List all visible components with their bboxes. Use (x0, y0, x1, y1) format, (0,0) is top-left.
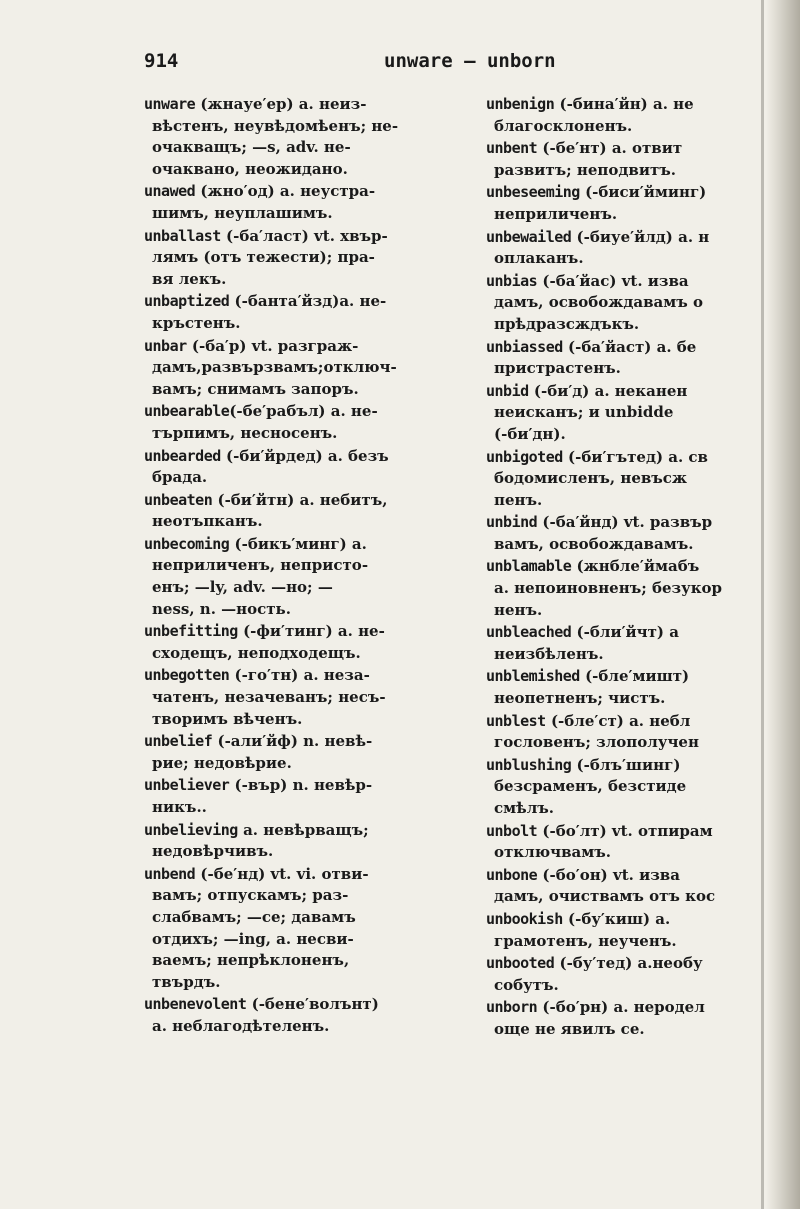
dictionary-entry (144, 994, 466, 1037)
headword: unbeseeming (486, 183, 580, 202)
headword: unbegotten (144, 666, 230, 685)
headword: unbid (486, 381, 529, 400)
entry-line (144, 423, 466, 445)
headword: unblest (486, 711, 546, 730)
entry-line (144, 511, 466, 533)
dictionary-entry (486, 182, 768, 225)
definition-text: очакващъ; —s, adv. не- (152, 138, 351, 157)
entry-line (486, 402, 768, 424)
entry-line (144, 116, 466, 138)
entry-line (144, 1016, 466, 1038)
definition-text: ненъ. (494, 600, 543, 619)
headword: unbenign (486, 95, 555, 113)
entry-line (486, 94, 768, 116)
definition-text: (-бе′нт) a. отвит (537, 139, 683, 158)
entry-line (486, 644, 768, 666)
headword: unbelief (144, 732, 213, 751)
definition-text: търпимъ, несносенъ. (152, 423, 338, 442)
dictionary-entry (486, 622, 768, 665)
definition-text: (-бле′мишт) (579, 667, 690, 686)
dictionary-entry (144, 731, 466, 774)
definition-text: бодомисленъ, невъсж (494, 469, 688, 488)
definition-text: (-бе′рабъл) a. не- (229, 402, 378, 421)
entry-line (486, 271, 768, 293)
headword: unborn (486, 998, 538, 1017)
definition-text: (-бо′рн) a. неродел (537, 998, 705, 1017)
dictionary-entry (486, 512, 768, 555)
definition-text: дамъ, очиствамъ отъ кос (494, 887, 716, 906)
entry-line (486, 468, 768, 490)
definition-text: (-би′гътед) a. св (562, 447, 708, 466)
headword: unbone (486, 865, 538, 884)
entry-line (144, 490, 466, 512)
dictionary-entry (486, 821, 768, 864)
entry-line (144, 972, 466, 994)
definition-text: твърдъ. (152, 972, 221, 991)
definition-text: (-ба′йас) vt. изва (537, 271, 689, 290)
definition-text: (-банта′йзд)a. не- (229, 292, 387, 311)
definition-text: отдихъ; —ing, a. несви- (152, 929, 354, 948)
entry-line (144, 357, 466, 379)
entry-line (486, 953, 768, 975)
definition-text: (-фи′тинг) a. не- (237, 622, 385, 641)
definition-text: вамъ; снимамъ запоръ. (152, 379, 359, 398)
entry-line (486, 776, 768, 798)
headword: unbelieving (144, 820, 238, 839)
headword: unbleached (486, 623, 572, 642)
entry-line (144, 864, 466, 886)
definition-text: пристрастенъ. (494, 359, 621, 378)
dictionary-entry (486, 227, 768, 270)
entry-line (486, 204, 768, 226)
definition-text: смѣлъ. (494, 799, 555, 817)
definition-text: оплаканъ. (494, 249, 584, 268)
definition-text: развитъ; неподвитъ. (494, 160, 676, 179)
definition-text: (-бле′ст) a. небл (545, 711, 691, 730)
entry-line (144, 643, 466, 665)
dictionary-entry (144, 820, 466, 863)
headword: unbeliever (144, 776, 230, 795)
dictionary-entry (486, 666, 768, 709)
definition-text: гословенъ; злополучен (494, 733, 699, 752)
entry-line (144, 159, 466, 181)
definition-text: (-би′йтн) a. небитъ, (212, 490, 388, 509)
headword: unbolt (486, 821, 538, 840)
entry-line (144, 885, 466, 907)
entry-line (144, 797, 466, 819)
definition-text: a. неблагодѣтеленъ. (152, 1016, 330, 1035)
definition-text: рие; недовѣрие. (152, 753, 292, 772)
entry-line (144, 269, 466, 291)
definition-text: (-ба′р) vt. разграж- (186, 336, 359, 355)
headword: unbookish (486, 909, 563, 928)
entry-line (486, 688, 768, 710)
definition-text: (-бу′киш) a. (562, 909, 671, 928)
definition-text: (-ба′ласт) vt. хвър- (220, 226, 388, 245)
definition-text: недовѣрчивъ. (152, 842, 274, 861)
definition-text: благосклоненъ. (494, 116, 633, 135)
definition-text: (-бикъ′минг) a. (229, 534, 367, 553)
headword: unbecoming (144, 534, 230, 553)
dictionary-entry (486, 711, 768, 754)
definition-text: неприличенъ. (494, 204, 618, 223)
entry-line (144, 950, 466, 972)
definition-text: a. непоиновненъ; безукор (494, 579, 723, 598)
entry-line (144, 577, 466, 599)
entry-line (486, 248, 768, 270)
entry-line (486, 909, 768, 931)
definition-text: чатенъ, незачеванъ; несъ- (152, 688, 386, 707)
entry-line (486, 337, 768, 359)
headword: unbend (144, 864, 196, 883)
dictionary-entry (486, 271, 768, 336)
entry-line (486, 600, 768, 622)
entry-line (144, 994, 466, 1016)
entry-line (144, 907, 466, 929)
dictionary-entry (144, 401, 466, 444)
entry-line (486, 975, 768, 997)
definition-text: шимъ, неуплашимъ. (152, 203, 333, 222)
entry-line (144, 775, 466, 797)
definition-text: дамъ, освобождавамъ о (494, 293, 704, 312)
definition-text: (-ба′йаст) a. бе (562, 337, 697, 356)
definition-text: вамъ; отпускамъ; раз- (152, 886, 349, 905)
headword: unbooted (486, 954, 555, 973)
definition-text: никъ.. (152, 798, 207, 816)
entry-line (486, 622, 768, 644)
headword: unbenevolent (144, 995, 247, 1014)
entry-line (486, 666, 768, 688)
dictionary-entry (144, 621, 466, 664)
definition-text: неисканъ; и unbidde (494, 403, 674, 422)
entry-line (144, 467, 466, 489)
entry-line (486, 997, 768, 1019)
definition-text: a. невѣрващъ; (237, 820, 369, 839)
definition-text: още не явилъ се. (494, 1019, 645, 1038)
entry-line (144, 621, 466, 643)
definition-text: (-бо′лт) vt. отпирам (537, 821, 713, 840)
dictionary-entry (486, 909, 768, 952)
definition-text: собутъ. (494, 975, 559, 994)
definition-text: (-го′тн) a. неза- (229, 666, 370, 685)
entry-line (486, 160, 768, 182)
running-head: unware — unborn (384, 50, 556, 72)
definition-text: (-вър) n. невѣр- (229, 776, 373, 795)
definition-text: творимъ вѣченъ. (152, 709, 303, 728)
definition-text: (-биси′йминг) (579, 183, 707, 202)
right-column (486, 94, 768, 1042)
entry-line (144, 753, 466, 775)
page-header (144, 50, 704, 78)
definition-text: отключвамъ. (494, 843, 611, 862)
entry-line (144, 181, 466, 203)
entry-line (144, 731, 466, 753)
entry-line (486, 578, 768, 600)
dictionary-entry (486, 953, 768, 996)
dictionary-entry (144, 226, 466, 291)
entry-line (486, 1019, 768, 1041)
definition-text: неприличенъ, непристо- (152, 556, 369, 575)
headword: unbiassed (486, 337, 563, 356)
entry-line (486, 512, 768, 534)
definition-text: кръстенъ. (152, 313, 241, 332)
definition-text: неопетненъ; чистъ. (494, 689, 666, 708)
definition-text: очаквано, неожидано. (152, 159, 348, 178)
definition-text: сходещъ, неподходещъ. (152, 643, 361, 662)
page-number: 914 (144, 50, 179, 72)
entry-line (486, 865, 768, 887)
definition-text: (-блъ′шинг) (571, 755, 681, 774)
entry-line (144, 446, 466, 468)
definition-text: енъ; —ly, adv. —но; — (152, 578, 333, 597)
entry-line (486, 534, 768, 556)
entry-line (144, 599, 466, 621)
entry-line (486, 292, 768, 314)
entry-line (486, 447, 768, 469)
definition-text: (-бо′он) vt. изва (537, 865, 680, 884)
entry-line (486, 381, 768, 403)
headword: unblemished (486, 667, 580, 686)
entry-line (486, 886, 768, 908)
definition-text: ness, n. —ность. (152, 599, 291, 618)
definition-text: ваемъ; непрѣклоненъ, (152, 951, 350, 970)
entry-line (144, 709, 466, 731)
entry-line (486, 227, 768, 249)
dictionary-entry (486, 447, 768, 512)
headword: unbefitting (144, 622, 238, 641)
entry-line (486, 798, 768, 820)
entry-line (144, 665, 466, 687)
entry-line (486, 138, 768, 160)
entry-line (144, 247, 466, 269)
headword: unbewailed (486, 227, 572, 246)
headword: unawed (144, 182, 196, 201)
dictionary-entry (144, 534, 466, 620)
definition-text: слабвамъ; —се; давамъ (152, 907, 356, 926)
definition-text: вамъ, освобождавамъ. (494, 534, 694, 553)
definition-text: вя лекъ. (152, 269, 227, 288)
entry-line (144, 820, 466, 842)
definition-text: (-би′дн). (494, 424, 566, 443)
page-edge (766, 0, 800, 1209)
dictionary-entry (486, 337, 768, 380)
entry-line (144, 534, 466, 556)
dictionary-entry (486, 997, 768, 1040)
dictionary-entry (144, 336, 466, 401)
definition-text: безсраменъ, безстиде (494, 777, 687, 796)
dictionary-entry (144, 291, 466, 334)
headword: unbaptized (144, 292, 230, 311)
dictionary-entry (144, 864, 466, 994)
left-column (144, 94, 466, 1039)
definition-text: (жно′од) a. неустра- (195, 182, 376, 201)
dictionary-entry (144, 665, 466, 730)
headword: unbent (486, 139, 538, 158)
headword: unbigoted (486, 447, 563, 466)
entry-line (144, 203, 466, 225)
definition-text: вѣстенъ, неувѣдомѣенъ; не- (152, 116, 399, 135)
dictionary-entry (486, 138, 768, 181)
entry-line (144, 313, 466, 335)
definition-text: (-бу′тед) a.необу (554, 954, 703, 973)
definition-text: (-ба′йнд) vt. развър (537, 513, 713, 532)
dictionary-entry (486, 865, 768, 908)
entry-line (144, 555, 466, 577)
definition-text: (-би′д) a. неканен (528, 381, 688, 400)
definition-text: лямъ (отъ тежести); пра- (152, 248, 375, 267)
dictionary-entry (486, 381, 768, 446)
headword: unbeaten (144, 490, 213, 509)
definition-text: грамотенъ, неученъ. (494, 931, 677, 950)
definition-text: прѣдразсждъкъ. (494, 314, 640, 333)
headword: unbar (144, 336, 187, 355)
entry-line (486, 116, 768, 138)
entry-line (144, 94, 466, 116)
entry-line (486, 732, 768, 754)
definition-text: неотъпканъ. (152, 512, 263, 531)
headword: unballast (144, 226, 221, 245)
dictionary-entry (144, 446, 466, 489)
headword: unblushing (486, 755, 572, 774)
entry-line (144, 336, 466, 358)
dictionary-entry (486, 556, 768, 621)
entry-line (144, 841, 466, 863)
headword: unbind (486, 513, 538, 532)
definition-text: неизбѣленъ. (494, 644, 604, 663)
definition-text: пенъ. (494, 490, 543, 509)
definition-text: (-бли′йчт) a (571, 623, 679, 642)
dictionary-entry (486, 94, 768, 137)
definition-text: (жнбле′ймабъ (571, 557, 700, 576)
entry-line (144, 401, 466, 423)
entry-line (486, 711, 768, 733)
definition-text: (-бене′волънт) (246, 995, 379, 1014)
dictionary-entry (144, 94, 466, 180)
entry-line (486, 424, 768, 446)
headword: unware (144, 95, 196, 113)
entry-line (144, 226, 466, 248)
headword: unblamable (486, 557, 572, 576)
definition-text: (-бина′йн) a. не (554, 95, 694, 113)
definition-text: (-али′йф) n. невѣ- (212, 732, 373, 751)
dictionary-entry (486, 755, 768, 820)
dictionary-entry (144, 775, 466, 818)
entry-line (486, 821, 768, 843)
entry-line (486, 842, 768, 864)
entry-line (486, 755, 768, 777)
definition-text: (-биуе′йлд) a. н (571, 227, 710, 246)
definition-text: брада. (152, 468, 208, 487)
headword: unbias (486, 271, 538, 290)
entry-line (144, 137, 466, 159)
entry-line (144, 291, 466, 313)
entry-line (144, 929, 466, 951)
definition-text: (-бе′нд) vt. vi. отви- (195, 864, 369, 883)
dictionary-entry (144, 490, 466, 533)
entry-line (486, 931, 768, 953)
entry-line (486, 182, 768, 204)
entry-line (144, 687, 466, 709)
entry-line (144, 379, 466, 401)
entry-line (486, 358, 768, 380)
headword: unbearable (144, 402, 230, 421)
definition-text: (-би′йрдед) a. безъ (220, 446, 389, 465)
dictionary-entry (144, 181, 466, 224)
entry-line (486, 314, 768, 336)
entry-line (486, 556, 768, 578)
definition-text: (жнауе′ер) a. неиз- (195, 95, 367, 113)
entry-line (486, 490, 768, 512)
definition-text: дамъ,развързвамъ;отключ- (152, 358, 397, 377)
headword: unbearded (144, 446, 221, 465)
